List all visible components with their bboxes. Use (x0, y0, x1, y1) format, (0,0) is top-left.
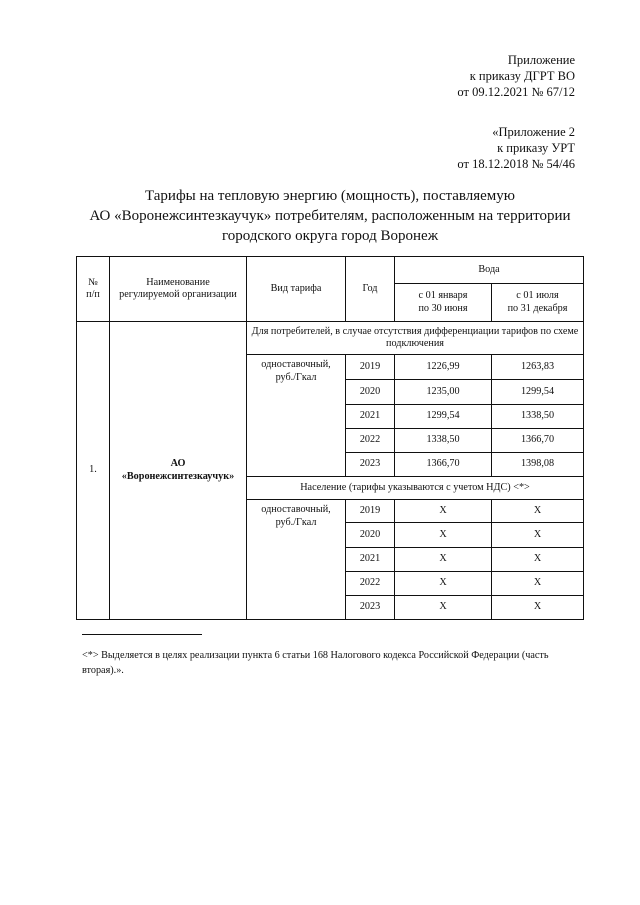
value-cell: X (395, 572, 492, 596)
year-cell: 2022 (346, 572, 395, 596)
org-name-line: «Воронежсинтезкаучук» (121, 470, 235, 482)
value-cell: 1263,83 (492, 355, 584, 380)
value-cell: 1398,08 (492, 453, 584, 477)
year-cell: 2022 (346, 429, 395, 453)
appendix-header-line: к приказу ДГРТ ВО (469, 69, 575, 83)
year-cell: 2020 (346, 380, 395, 405)
value-cell: 1366,70 (492, 429, 584, 453)
value-cell: X (492, 523, 584, 548)
footnote-divider (82, 634, 202, 635)
row-number: 1. (77, 322, 110, 620)
section-title: Население (тарифы указываются с учетом НДС) <*> (247, 477, 584, 500)
header-tariff-type: Вид тарифа (247, 257, 346, 322)
value-cell: X (492, 572, 584, 596)
tariff-type-line: одноставочный, (261, 504, 331, 515)
header-period-line: с 01 января (418, 290, 468, 301)
value-cell: X (395, 523, 492, 548)
header-year: Год (346, 257, 395, 322)
value-cell: 1235,00 (395, 380, 492, 405)
header-period-line: с 01 июля (516, 290, 559, 301)
header-num-line: № (88, 276, 98, 288)
value-cell: X (395, 500, 492, 523)
tariff-type-cell (247, 500, 346, 620)
year-cell: 2021 (346, 548, 395, 572)
title-line: городского округа город Воронеж (221, 228, 439, 244)
appendix-header (457, 52, 575, 100)
section-title: Для потребителей, в случае отсутствия дифференциации тарифов по схеме подключения (247, 322, 584, 355)
header-org (110, 257, 247, 322)
title-line: Тарифы на тепловую энергию (мощность), поставляемую (144, 188, 516, 204)
org-name (110, 322, 247, 620)
year-cell: 2023 (346, 453, 395, 477)
appendix2-header-line: к приказу УРТ (497, 141, 575, 155)
header-org-line: Наименование (146, 276, 210, 288)
header-period-line: по 31 декабря (507, 302, 568, 314)
header-water: Вода (395, 257, 584, 284)
header-period-2 (492, 284, 584, 322)
table-header-row (77, 257, 584, 284)
year-cell: 2020 (346, 523, 395, 548)
value-cell: 1299,54 (492, 380, 584, 405)
value-cell: X (492, 596, 584, 620)
appendix2-header-line: «Приложение 2 (492, 125, 575, 139)
year-cell: 2019 (346, 500, 395, 523)
tariff-type-line: руб./Гкал (275, 371, 317, 383)
header-num-line: п/п (86, 289, 100, 300)
header-period-line: по 30 июня (418, 302, 468, 314)
header-period-1 (395, 284, 492, 322)
value-cell: X (492, 500, 584, 523)
appendix-header-line: от 09.12.2021 № 67/12 (457, 85, 575, 99)
appendix2-header-line: от 18.12.2018 № 54/46 (457, 157, 575, 171)
header-num (77, 257, 110, 322)
tariff-table (76, 256, 584, 620)
header-org-line: регулируемой организации (119, 289, 237, 300)
table-row (77, 322, 584, 355)
tariff-type-line: одноставочный, (261, 359, 331, 370)
value-cell: 1338,50 (492, 405, 584, 429)
appendix2-header (457, 124, 575, 172)
value-cell: 1366,70 (395, 453, 492, 477)
appendix-header-line: Приложение (507, 53, 575, 67)
year-cell: 2019 (346, 355, 395, 380)
document-title (70, 186, 590, 246)
value-cell: 1338,50 (395, 429, 492, 453)
org-name-line: АО (170, 458, 186, 469)
footnote: <*> Выделяется в целях реализации пункта 6 статьи 168 Налогового кодекса Российской Федерации (часть вторая).». (82, 650, 549, 676)
tariff-type-line: руб./Гкал (275, 516, 317, 528)
value-cell: 1226,99 (395, 355, 492, 380)
value-cell: X (492, 548, 584, 572)
title-line: АО «Воронежсинтезкаучук» потребителям, расположенным на территории (89, 208, 571, 224)
year-cell: 2023 (346, 596, 395, 620)
tariff-type-cell (247, 355, 346, 477)
value-cell: 1299,54 (395, 405, 492, 429)
value-cell: X (395, 548, 492, 572)
value-cell: X (395, 596, 492, 620)
year-cell: 2021 (346, 405, 395, 429)
